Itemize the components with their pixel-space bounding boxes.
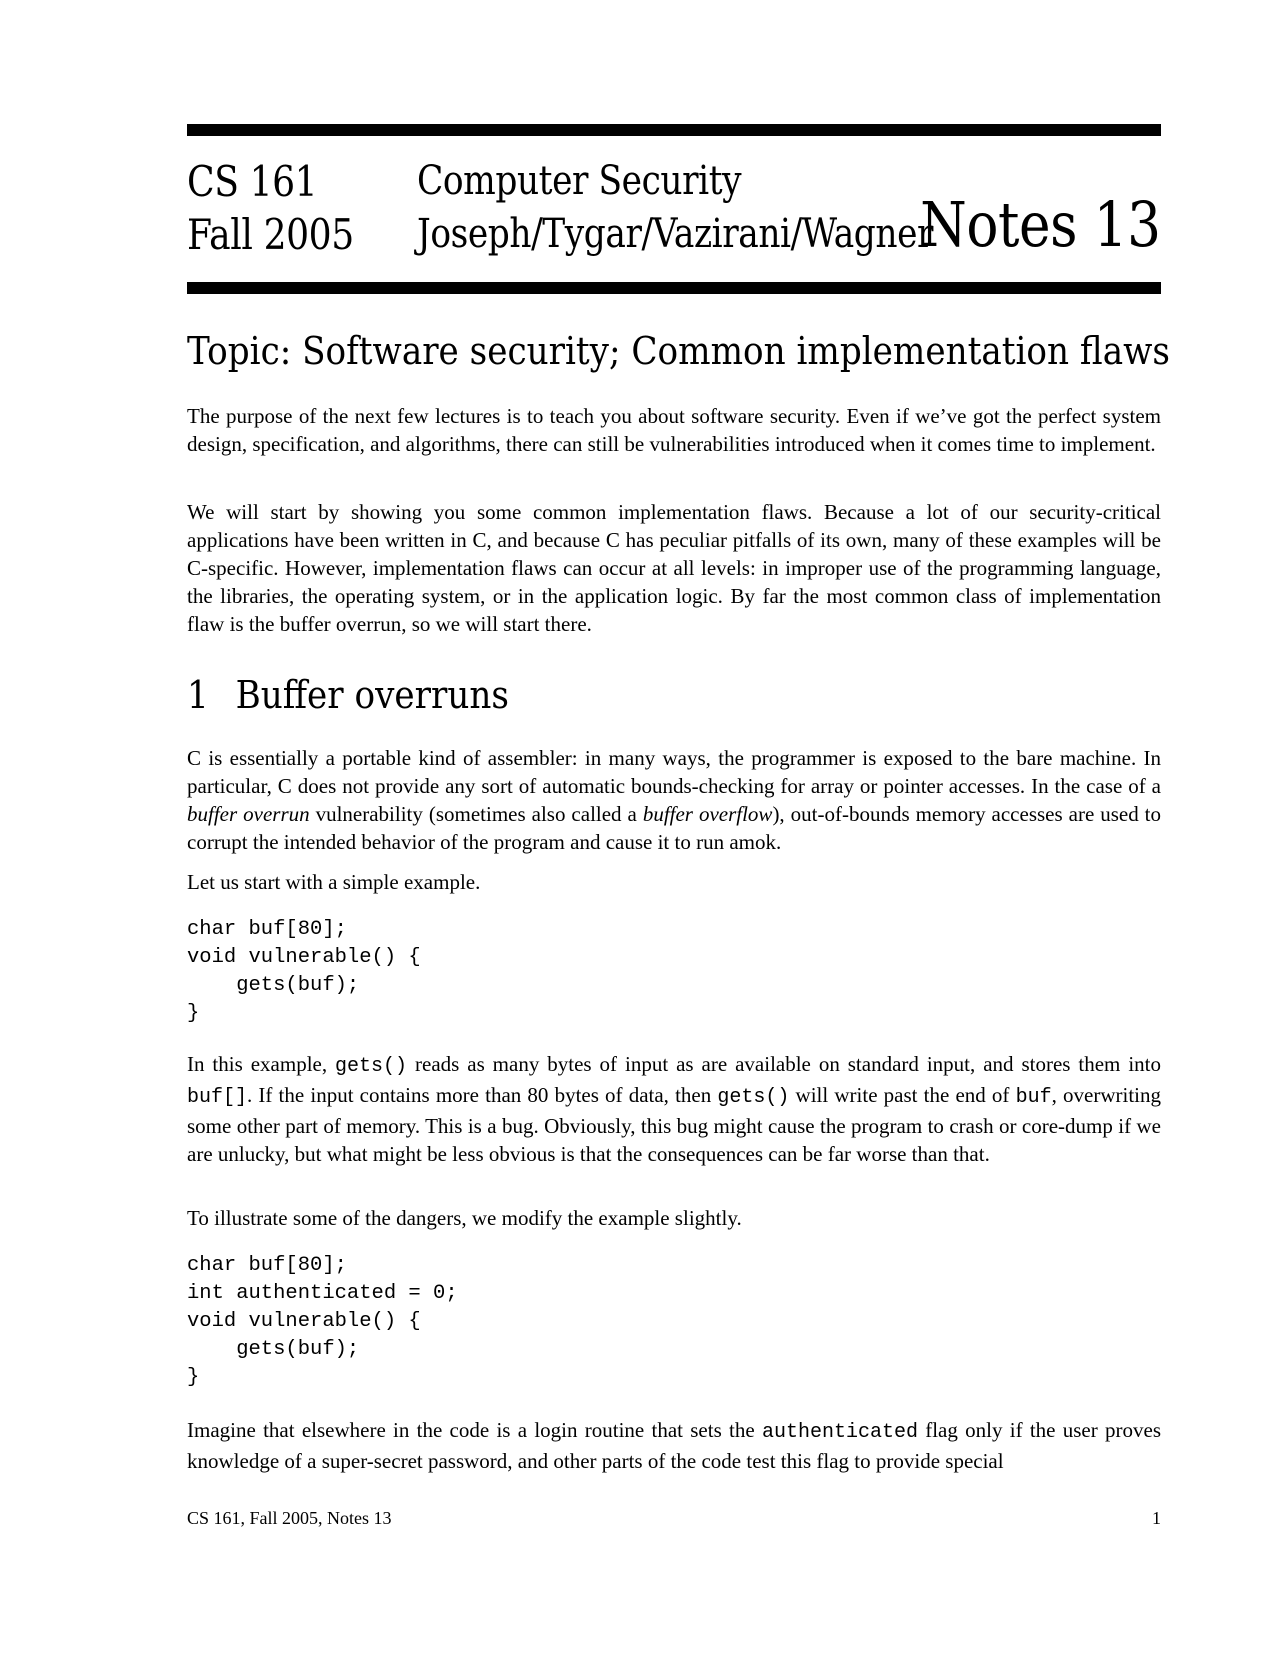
- simple-example-paragraph: Let us start with a simple example.: [187, 870, 481, 894]
- code-block-2: char buf[80]; int authenticated = 0; void vulnerable() { gets(buf); }: [187, 1254, 458, 1389]
- course-title: Computer Security: [417, 158, 742, 204]
- code-block-1: char buf[80]; void vulnerable() { gets(buf); }: [187, 918, 421, 1025]
- intro-paragraph-2: We will start by showing you some common implementation flaws. Because a lot of our security-critical applications have been written in C, and because C has peculiar pitfalls of its own, many of these examples will be C-specific. However, implementation flaws can occur at all levels: in improper use of the programming language, the libraries, the operating system, or in the application logic. By far the most common class of implementation flaw is the buffer overrun, so we will start there.: [187, 500, 1161, 636]
- inline-code: gets(): [335, 1055, 408, 1078]
- gets-explanation-paragraph: [187, 1050, 1161, 1168]
- page-number: 1: [1152, 1508, 1161, 1528]
- intro-paragraph-1: The purpose of the next few lectures is to teach you about software security. Even if we’ve got the perfect system design, specification, and algorithms, there can still be vulnerabilities introduced when it comes time to implement.: [187, 404, 1161, 456]
- section-number: 1: [187, 673, 209, 717]
- text-run: Imagine that elsewhere in the code is a login routine that sets the: [187, 1418, 762, 1442]
- text-run: C is essentially a portable kind of assembler: in many ways, the programmer is exposed to the bare machine. In particular, C does not provide any sort of automatic bounds-checking for array or pointer accesses. In the case of a: [187, 746, 1161, 798]
- bottom-rule: [187, 282, 1161, 294]
- login-routine-paragraph: [187, 1416, 1161, 1475]
- emphasis-buffer-overrun: buffer overrun: [187, 802, 310, 826]
- course-term: Fall 2005: [187, 210, 354, 259]
- emphasis-buffer-overflow: buffer overflow: [642, 802, 773, 826]
- inline-code: authenticated: [761, 1421, 918, 1444]
- topic-heading: Topic: Software security; Common implementation flaws: [187, 329, 1170, 373]
- text-run: flag only if the user proves knowledge of a super-secret password, and other parts of the code test this flag to provide special: [187, 1418, 1161, 1473]
- buffer-overrun-paragraph: [187, 744, 1161, 856]
- section-heading: [187, 673, 509, 717]
- notes-number: Notes 13: [920, 188, 1161, 261]
- inline-code: buf[]: [187, 1086, 248, 1109]
- course-code: CS 161: [187, 157, 318, 206]
- inline-code: gets(): [717, 1086, 790, 1109]
- section-title: Buffer overruns: [235, 673, 509, 717]
- text-run: , overwriting some other part of memory. This is a bug. Obviously, this bug might cause the program to crash or core-dump if we are unlucky, but what might be less obvious is that the consequences can be far worse than that.: [187, 1083, 1161, 1166]
- text-run: reads as many bytes of input as are available on standard input, and stores them into: [407, 1052, 1161, 1076]
- illustrate-paragraph: To illustrate some of the dangers, we modify the example slightly.: [187, 1206, 742, 1230]
- text-run: ), out-of-bounds memory accesses are used to corrupt the intended behavior of the program and cause it to run amok.: [187, 802, 1162, 854]
- course-authors: Joseph/Tygar/Vazirani/Wagner: [417, 211, 934, 257]
- inline-code: buf: [1015, 1086, 1052, 1109]
- text-run: vulnerability (sometimes also called a: [309, 802, 643, 826]
- top-rule: [187, 124, 1161, 136]
- text-run: will write past the end of: [789, 1083, 1016, 1107]
- text-run: In this example,: [187, 1052, 336, 1076]
- footer-citation: CS 161, Fall 2005, Notes 13: [187, 1508, 392, 1528]
- text-run: . If the input contains more than 80 bytes of data, then: [247, 1083, 718, 1107]
